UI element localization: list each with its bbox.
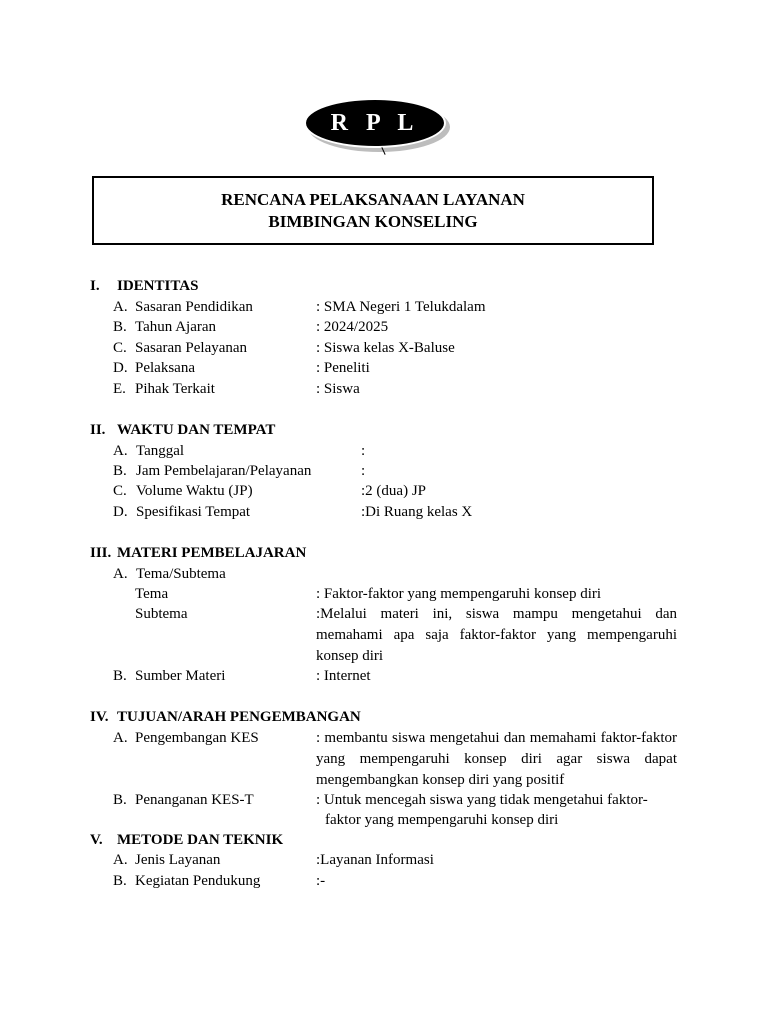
s2-item-a-value: : — [361, 443, 366, 459]
s2-item-b-value: : — [361, 463, 366, 479]
section-1-heading: IDENTITAS — [117, 278, 199, 294]
s3-item-a-letter: A. — [113, 566, 128, 582]
title-line-1: RENCANA PELAKSANAAN LAYANAN — [221, 189, 525, 209]
s1-item-b-value: : 2024/2025 — [316, 319, 389, 335]
s4-item-a-label: Pengembangan KES — [135, 730, 259, 746]
s1-item-d-letter: D. — [113, 360, 128, 376]
s1-item-c-value: : Siswa kelas X-Baluse — [316, 340, 455, 356]
s1-item-e-value: : Siswa — [316, 381, 360, 397]
section-2-number: II. — [90, 422, 106, 438]
s3-tema-label: Tema — [135, 586, 169, 602]
s4-item-a-value: : membantu siswa mengetahui dan memahami faktor-faktor yang mempengaruhi konsep diri agar siswa dapat mengembangkan konsep diri yang positif — [316, 730, 677, 788]
s1-item-e-label: Pihak Terkait — [135, 381, 215, 397]
s5-item-a-value: :Layanan Informasi — [316, 852, 434, 868]
section-4-number: IV. — [90, 709, 109, 725]
s1-item-e-letter: E. — [113, 381, 126, 397]
s2-item-c-value: :2 (dua) JP — [361, 483, 426, 499]
s1-item-a-value: : SMA Negeri 1 Telukdalam — [316, 299, 486, 315]
s2-item-d-letter: D. — [113, 504, 128, 520]
s3-item-b-value: : Internet — [316, 668, 371, 684]
section-5-number: V. — [90, 832, 103, 848]
s1-item-c-label: Sasaran Pelayanan — [135, 340, 248, 356]
s4-item-b-letter: B. — [113, 792, 127, 808]
s2-item-a-letter: A. — [113, 443, 128, 459]
s5-item-b-letter: B. — [113, 873, 127, 889]
s3-item-b-letter: B. — [113, 668, 127, 684]
logo-text: R P L — [304, 98, 446, 148]
s1-item-c-letter: C. — [113, 340, 127, 356]
section-1-number: I. — [90, 278, 100, 294]
s5-item-b-value: :- — [316, 873, 326, 889]
document-title-box — [92, 176, 654, 245]
s5-item-b-label: Kegiatan Pendukung — [135, 873, 261, 889]
s4-item-b-value-line-1: : Untuk mencegah siswa yang tidak mengetahui faktor- — [316, 792, 648, 808]
section-2-heading: WAKTU DAN TEMPAT — [117, 422, 276, 438]
s1-item-b-letter: B. — [113, 319, 127, 335]
s2-item-b-label: Jam Pembelajaran/Pelayanan — [136, 463, 312, 479]
s3-tema-value: : Faktor-faktor yang mempengaruhi konsep diri — [316, 586, 602, 602]
s3-item-b-label: Sumber Materi — [135, 668, 226, 684]
s1-item-a-letter: A. — [113, 299, 128, 315]
s2-item-c-letter: C. — [113, 483, 127, 499]
s4-item-a-letter: A. — [113, 730, 128, 746]
s2-item-d-value: :Di Ruang kelas X — [361, 504, 473, 520]
s1-item-d-label: Pelaksana — [135, 360, 195, 376]
s1-item-b-label: Tahun Ajaran — [135, 319, 217, 335]
rpl-logo — [304, 98, 454, 156]
s5-item-a-label: Jenis Layanan — [135, 852, 221, 868]
s4-item-b-value-line-2: faktor yang mempengaruhi konsep diri — [325, 812, 559, 828]
s1-item-d-value: : Peneliti — [316, 360, 370, 376]
s3-subtema-value: :Melalui materi ini, siswa mampu mengetahui dan memahami apa saja faktor-faktor yang mempengaruhi konsep diri — [316, 606, 677, 664]
s4-item-b-label: Penanganan KES-T — [135, 792, 254, 808]
s2-item-d-label: Spesifikasi Tempat — [136, 504, 251, 520]
title-line-2: BIMBINGAN KONSELING — [268, 211, 478, 231]
section-4-heading: TUJUAN/ARAH PENGEMBANGAN — [117, 709, 361, 725]
section-3-heading: MATERI PEMBELAJARAN — [117, 545, 307, 561]
s3-subtema-label: Subtema — [135, 606, 188, 622]
s1-item-a-label: Sasaran Pendidikan — [135, 299, 253, 315]
s2-item-a-label: Tanggal — [136, 443, 185, 459]
s5-item-a-letter: A. — [113, 852, 128, 868]
s2-item-c-label: Volume Waktu (JP) — [136, 483, 253, 499]
section-5-heading: METODE DAN TEKNIK — [117, 832, 284, 848]
section-3-number: III. — [90, 545, 112, 561]
s2-item-b-letter: B. — [113, 463, 127, 479]
s3-item-a-label: Tema/Subtema — [136, 566, 226, 582]
